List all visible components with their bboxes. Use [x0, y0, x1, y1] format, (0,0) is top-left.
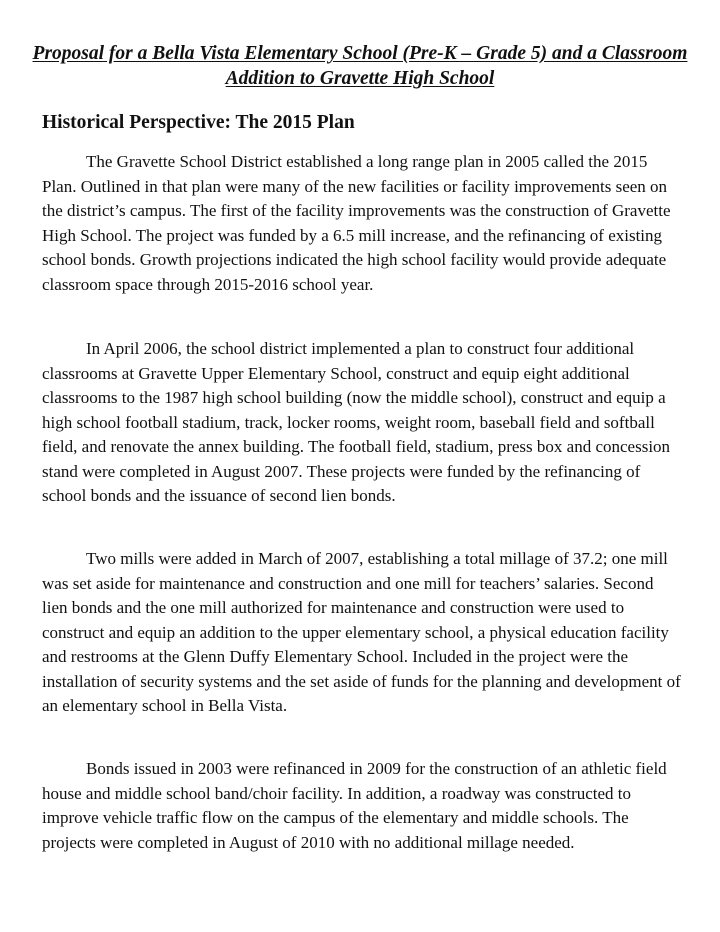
paragraph-2015-plan: The Gravette School District established a long range plan in 2005 called the 2015 Plan. Outlined in that plan were many of the new facilities or facility improvements seen on the district’s campus. The first of the facility improvements was the construction of Gravette High School. The project was funded by a 6.5 mill increase, and the refinancing of existing school bonds. Growth projections indicated the high school facility would provide adequate classroom space through 2015-2016 school year. — [42, 152, 671, 294]
paragraph-april-2006: In April 2006, the school district implemented a plan to construct four additional classrooms at Gravette Upper Elementary School, construct and equip eight additional classrooms to the 1987 high school building (now the middle school), construct and equip a high school football stadium, track, locker rooms, weight room, baseball field and softball field, and renovate the annex building. The football field, stadium, press box and concession stand were completed in August 2007. These projects were funded by the refinancing of school bonds and the issuance of second lien bonds. — [42, 339, 671, 505]
section-heading: Historical Perspective: The 2015 Plan — [42, 112, 355, 133]
paragraph-2009-refinance: Bonds issued in 2003 were refinanced in 2009 for the construction of an athletic field house and middle school band/choir facility. In addition, a roadway was constructed to improve vehicle traffic flow on the campus of the elementary and middle schools. The projects were completed in August of 2010 with no additional millage needed. — [42, 759, 667, 852]
document-title: Proposal for a Bella Vista Elementary School (Pre-K – Grade 5) and a Classroom Addition to Gravette High School — [32, 43, 688, 89]
paragraph-march-2007-mills: Two mills were added in March of 2007, establishing a total millage of 37.2; one mill was set aside for maintenance and construction and one mill for teachers’ salaries. Second lien bonds and the one mill authorized for maintenance and construction were used to construct and equip an addition to the upper elementary school, a physical education facility and restrooms at the Glenn Duffy Elementary School. Included in the project were the installation of security systems and the set aside of funds for the planning and development of an elementary school in Bella Vista. — [42, 549, 681, 715]
